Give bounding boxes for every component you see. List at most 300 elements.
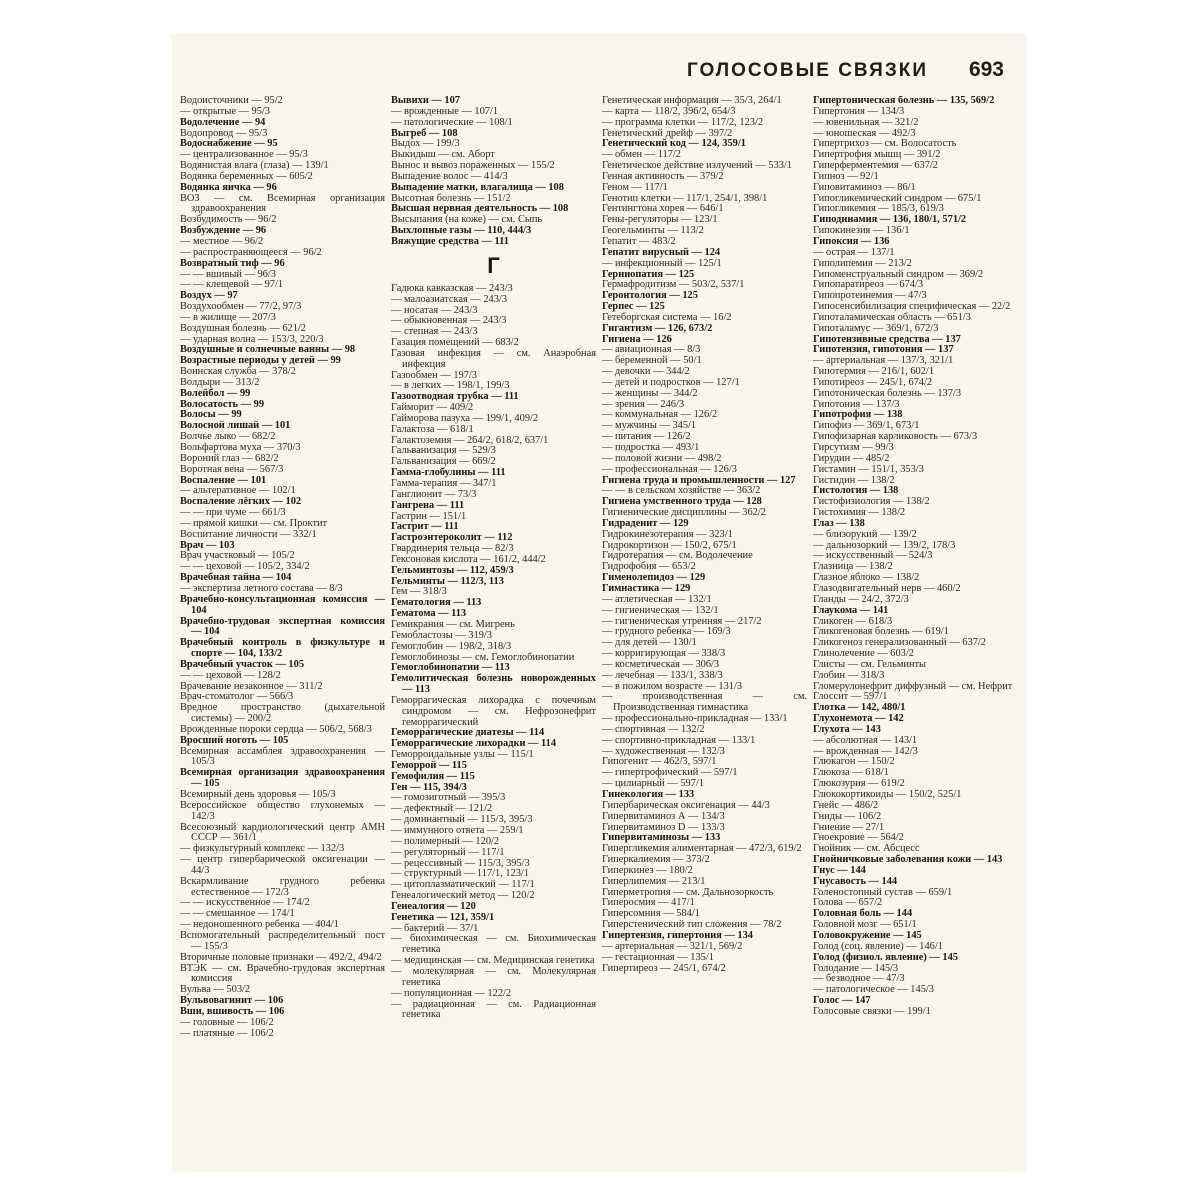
index-entry: Гипотрофия — 138 [813,409,903,421]
index-entry: Глюкоза — 618/1 [813,767,889,779]
index-entry: Гигиена труда и промышленности — 127 [602,474,796,486]
index-entry: Гиперкинез — 180/2 [602,864,693,876]
index-entry: — спортивная — 132/2 [602,723,705,735]
index-entry: — гигиеническая утренняя — 217/2 [602,615,762,627]
index-entry: Высшая нервная деятельность — 108 [391,203,569,215]
index-entry: Водянистая влага (глаза) — 139/1 [180,160,329,172]
index-entry: — экспертиза летного состава — 8/3 [180,582,343,594]
index-entry: — патологические — 108/1 [391,116,513,128]
index-entry: Гипотиреоз — 245/1, 674/2 [813,376,933,388]
index-entry: — гигиеническая — 132/1 [602,604,719,616]
index-entry: Всемирная ассамблея здравоохранения — 105/3 [180,745,385,768]
index-entry: Всесоюзный кардиологический центр АМН СССР — 361/1 [180,821,385,844]
index-entry: Гематома — 113 [391,608,467,620]
index-entry: Гидрокортизон — 150/2, 675/1 [602,539,737,551]
index-entry: — абсолютная — 143/1 [813,734,918,746]
index-entry: Гангрена — 111 [391,499,465,511]
index-entry: Врач — 103 [180,539,235,551]
index-entry: Водоисточники — 95/2 [180,96,283,106]
index-entry: — недоношенного ребенка — 404/1 [180,919,339,931]
index-entry: Галактоземия — 264/2, 618/2, 637/1 [391,434,549,446]
index-entry: Гипергликемия алиментарная — 472/3, 619/2 [602,843,802,855]
index-entry: Гноекровие — 564/2 [813,832,904,844]
index-entry: Гипотоническая болезнь — 137/3 [813,387,962,399]
index-entry: — искусственный — 524/3 [813,550,933,562]
index-entry: Выгреб — 108 [391,127,458,139]
index-entry: Врачебно-консультационная комиссия — 104 [180,593,385,616]
page-header [172,56,1026,92]
index-entry: — популяционная — 122/2 [391,987,512,999]
index-entry: — бактерий — 37/1 [391,922,479,934]
index-entry: Глинолечение — 603/2 [813,648,914,660]
index-entry: Гнойник — см. Абсцесс [813,843,920,855]
index-entry: — альтеративное — 102/1 [180,485,296,497]
index-entry: Выхлопные газы — 110, 444/3 [391,225,532,237]
index-entry: Генетический дрейф — 397/2 [602,127,733,139]
index-entry: Глазница — 138/2 [813,561,893,573]
index-entry: Глобин — 318/3 [813,669,885,681]
index-entry: — — цеховой — 128/2 [180,669,281,681]
index-entry: — врожденные — 107/1 [391,105,499,117]
index-entry: Выкидыш — см. Аборт [391,149,495,161]
index-entry: — гипертрофический — 597/1 [602,767,738,779]
index-entry: Гистамин — 151/1, 353/3 [813,463,924,475]
index-entry: — зрения — 246/3 [602,398,685,410]
index-entry: Врач-стоматолог — 566/3 [180,691,294,703]
index-entry: — подростка — 493/1 [602,442,700,453]
index-entry: Геморрагические лихорадки — 114 [391,738,557,750]
index-entry: Гамма-глобулины — 111 [391,467,506,479]
index-entry: Головная боль — 144 [813,908,913,920]
index-entry: Гайморова пазуха — 199/1, 409/2 [391,412,539,424]
index-entry: — цитоплазматический — 117/1 [391,879,535,891]
index-entry: Гамма-терапия — 347/1 [391,478,497,489]
index-entry: Возбудимость — 96/2 [180,214,277,226]
index-entry: — инфекционный — 125/1 [602,257,722,269]
index-entry: Гидротерапия — см. Водолечение [602,550,753,562]
index-entry: — в жилище — 207/3 [180,311,276,323]
index-entry: Врачевание незаконное — 311/2 [180,680,323,692]
index-entry: Голова — 657/2 [813,897,883,909]
index-entry: Глюкозурия — 619/2 [813,778,905,790]
index-entry: Гидрокинезотерапия — 323/1 [602,528,733,540]
index-entry: Гиполипемия — 213/2 [813,257,912,269]
index-entry: Генетика — 121, 359/1 [391,911,495,923]
index-entry: — художественная — 132/3 [602,745,725,757]
index-entry: Гломерулонефрит диффузный — см. Нефрит [813,680,1013,692]
index-entry: Гипервитаминоз А — 134/3 [602,810,725,822]
index-entry: Гемолитическая болезнь новорожденных — 113 [391,673,596,696]
index-entry: Гигиена — 126 [602,333,672,345]
index-column-4 [813,96,1018,1164]
index-entry: — детей и подростков — 127/1 [602,376,740,388]
index-entry: Гиперсомния — 584/1 [602,908,700,920]
index-entry: Гипотермия — 216/1, 602/1 [813,366,935,378]
index-entry: Гипофизарная карликовость — 673/3 [813,431,978,443]
index-entry: Гиперстенический тип сложения — 78/2 [602,919,782,931]
index-entry: — патологическое — 145/3 [813,984,934,996]
index-entry: Врачебная тайна — 104 [180,572,292,584]
index-entry: Газообмен — 197/3 [391,369,477,381]
index-entry: Глотка — 142, 480/1 [813,702,906,714]
index-entry: Воинская служба — 378/2 [180,366,296,378]
index-entry: — структурный — 117/1, 123/1 [391,868,530,880]
index-entry: Головокружение — 145 [813,929,922,941]
index-entry: — коммунальная — 126/2 [602,409,718,421]
index-entry: Ганглионит — 73/3 [391,488,477,500]
index-entry: Генетический код — 124, 359/1 [602,138,746,150]
index-entry: Гемоглобинопатии — 113 [391,662,510,674]
index-entry: Гипогликемия — 185/3, 619/3 [813,203,944,215]
index-entry: Гентингтона хорея — 646/1 [602,203,724,215]
index-entry: Вольфартова муха — 370/3 [180,442,301,453]
index-entry: Возвратный тиф — 96 [180,257,285,269]
index-entry: Герпес — 125 [602,301,665,313]
index-entry: — полимерный — 120/2 [391,835,500,847]
index-entry: Глисты — см. Гельминты [813,658,927,670]
index-entry: Волейбол — 99 [180,387,251,399]
index-entry: Гипотензия, гипотония — 137 [813,344,954,356]
index-entry: Гексоновая кислота — 161/2, 444/2 [391,553,546,565]
index-entry: Голод (соц. явление) — 146/1 [813,940,943,952]
index-entry: Гнойничковые заболевания кожи — 143 [813,854,1003,866]
index-entry: Гипертрофия мышц — 391/2 [813,149,941,161]
index-entry: Гипотензивные средства — 137 [813,333,961,345]
index-entry: Гипербарическая оксигенация — 44/3 [602,799,770,811]
index-entry: Гем — 318/3 [391,586,447,598]
index-entry: Гипоксия — 136 [813,235,890,247]
index-entry: — — вшивый — 96/3 [180,268,276,280]
index-entry: Гальванизация — 529/3 [391,445,496,457]
index-entry: — платяные — 106/2 [180,1027,274,1039]
index-entry: Гистофизиология — 138/2 [813,496,930,508]
index-entry: Выпадение матки, влагалища — 108 [391,181,564,193]
index-entry: Гидрофобия — 653/2 [602,561,696,573]
index-entry: Гемофилия — 115 [391,770,475,782]
index-entry: — центр гипербарической оксигенации — 44/3 [180,854,385,876]
index-entry: Гликогеноз генерализованный — 637/2 [813,637,986,649]
index-entry: Генотип клетки — 117/1, 254/1, 398/1 [602,192,768,204]
index-entry: Гастрит — 111 [391,521,459,533]
index-entry: Голод (физиол. явление) — 145 [813,951,958,963]
index-entry: Водянка беременных — 605/2 [180,170,313,182]
index-entry: — врожденная — 142/3 [813,745,918,757]
index-entry: Геогельминты — 113/2 [602,225,704,237]
index-entry: Гемикрания — см. Мигрень [391,618,515,630]
index-entry: — степная — 243/3 [391,326,478,338]
index-entry: — артериальная — 321/1, 569/2 [602,940,743,952]
index-entry: — девочки — 344/2 [602,366,690,378]
index-entry: Глюкагон — 150/2 [813,756,895,768]
index-entry: Водопровод — 95/3 [180,127,268,139]
index-entry: Геронтология — 125 [602,290,698,302]
index-entry: Генеалогический метод — 120/2 [391,890,535,902]
index-entry: Гнус — 144 [813,864,866,876]
index-entry: — физкультурный комплекс — 132/3 [180,843,345,855]
index-entry: Гигиенические дисциплины — 362/2 [602,507,766,519]
index-entry: Гемоглобинозы — см. Гемоглобинопатии [391,651,575,663]
index-entry: Глазное яблоко — 138/2 [813,572,920,584]
index-entry: — головные — 106/2 [180,1016,274,1028]
index-entry: Вяжущие средства — 111 [391,235,509,247]
index-entry: Генеалогия — 120 [391,900,476,912]
index-entry: — биохимическая — см. Биохимическая генетика [391,933,596,956]
index-entry: Гирсутизм — 99/3 [813,442,894,453]
index-entry: Гирудин — 485/2 [813,452,890,464]
index-entry: Гинекология — 133 [602,789,695,800]
index-entry: Гипервитаминоз D — 133/3 [602,821,725,833]
index-entry: Возбуждение — 96 [180,225,267,237]
index-entry: — мужчины — 345/1 [602,420,697,432]
index-entry: Воротная вена — 567/3 [180,463,284,475]
index-entry: Гипертензия, гипертония — 134 [602,929,753,941]
index-entry: — косметическая — 306/3 [602,658,720,670]
index-entry: Гипертиреоз — 245/1, 674/2 [602,962,726,974]
index-entry: Воздушная болезнь — 621/2 [180,322,307,334]
index-entry: Высыпания (на коже) — см. Сыпь [391,214,543,226]
index-entry: Гельминты — 112/3, 113 [391,575,504,587]
index-entry: Водянка яичка — 96 [180,181,277,193]
index-entry: — питания — 126/2 [602,431,691,443]
index-entry: — — клещевой — 97/1 [180,279,284,291]
index-entry: Гипоменструальный синдром — 369/2 [813,268,984,280]
index-entry: Генная активность — 379/2 [602,170,724,182]
index-entry: Гипогликемический синдром — 675/1 [813,192,982,204]
index-entry: Гликоген — 618/3 [813,615,893,627]
index-entry: Воспаление лёгких — 102 [180,496,302,508]
index-entry: Гастроэнтероколит — 112 [391,532,513,544]
index-entry: Ген — 115, 394/3 [391,781,467,793]
index-entry: Гипопаратиреоз — 674/3 [813,279,924,291]
index-entry: Вынос и вывоз пораженных — 155/2 [391,160,555,172]
index-entry: Гепатит вирусный — 124 [602,246,721,258]
index-entry: Гемобластозы — 319/3 [391,629,492,641]
index-entry: ВТЭК — см. Врачебно-трудовая экспертная комиссия [180,962,385,985]
index-entry: Гвардинерия тельца — 82/3 [391,543,514,555]
index-entry: Гиповитаминоз — 86/1 [813,181,916,193]
index-entry: Голосовые связки — 199/1 [813,1005,931,1017]
page-number: 693 [968,58,1004,81]
index-entry: Гимнастика — 129 [602,582,691,594]
index-entry: Герниопатия — 125 [602,268,695,280]
index-entry: Гипертоническая болезнь — 135, 569/2 [813,96,995,106]
index-entry: Гермафродитизм — 503/2, 537/1 [602,279,745,291]
index-entry: Вывихи — 107 [391,96,460,106]
index-entry: — острая — 137/1 [813,246,895,258]
index-entry: Гипноз — 92/1 [813,170,879,182]
index-entry: Гипоталамическая область — 651/3 [813,311,971,323]
index-entry: — юношеская — 492/3 [813,127,916,139]
index-entry: Гистидин — 138/2 [813,474,895,486]
index-entry: Воздух — 97 [180,290,238,302]
index-entry: Галактоза — 618/1 [391,423,474,435]
index-entry: Гистология — 138 [813,485,899,497]
index-entry: Гиперлипемия — 213/1 [602,875,706,887]
index-entry: — лечебная — 133/1, 338/3 [602,669,723,681]
index-entry: Врачебный контроль в физкультуре и спорте — 104, 133/2 [180,637,385,660]
index-entry: — программа клетки — 117/2, 123/2 [602,116,764,128]
index-entry: Всемирный день здоровья — 105/3 [180,789,336,800]
index-entry: Гепатит — 483/2 [602,235,676,247]
index-entry: Гиперметропия — см. Дальнозоркость [602,886,774,898]
index-entry: Генетическая информация — 35/3, 264/1 [602,96,782,106]
index-entry: Газация помещений — 683/2 [391,337,519,349]
index-entry: — производственная — см. Производственная гимнастика [602,691,807,714]
index-entry: — авиационная — 8/3 [602,344,701,356]
index-entry: Гнейс — 486/2 [813,799,879,811]
index-entry: Врачебный участок — 105 [180,658,305,670]
index-entry: Газовая инфекция — см. Анаэробная инфекция [391,347,596,370]
index-entry: Вульва — 503/2 [180,984,251,996]
index-entry: Гипервитаминозы — 133 [602,832,721,844]
index-column-2 [391,96,596,1164]
index-entry: — дефектный — 121/2 [391,803,493,815]
index-entry: Гистохимия — 138/2 [813,507,906,519]
index-entry: — прямой кишки — см. Проктит [180,517,328,529]
index-entry: Гальванизация — 669/2 [391,456,496,468]
index-entry: Гельминтозы — 112, 459/3 [391,564,514,576]
book-page [172,34,1026,1172]
index-columns [180,96,1018,1164]
index-entry: Волдыри — 313/2 [180,376,260,388]
index-entry: Головной мозг — 651/1 [813,919,917,931]
index-entry: Врачебно-трудовая экспертная комиссия — 104 [180,615,385,638]
index-entry: — карта — 118/2, 396/2, 654/3 [602,105,736,117]
index-entry: Гланды — 24/2, 372/3 [813,593,909,605]
index-entry: ВОЗ — см. Всемирная организация здравоохранения [180,192,385,215]
index-entry: Геморроидальные узлы — 115/1 [391,749,534,761]
index-entry: — женщины — 344/2 [602,387,698,399]
index-entry: Вторичные половые признаки — 492/2, 494/2 [180,951,382,963]
index-entry: — ударная волна — 153/3, 220/3 [180,333,324,345]
index-entry: Волосатость — 99 [180,398,265,410]
index-entry: — малоазиатская — 243/3 [391,293,508,305]
index-entry: Глоссит — 597/1 [813,691,888,703]
index-entry: — распространяющееся — 96/2 [180,246,322,258]
index-entry: Гниение — 27/1 [813,821,885,833]
index-entry: — рецессивный — 115/3, 395/3 [391,857,530,869]
index-entry: Геморрагическая лихорадка с почечным синдромом — см. Нефрозонефрит геморрагический [391,694,596,728]
index-entry: Гигантизм — 126, 673/2 [602,322,713,334]
index-entry: Глюкокортикоиды — 150/2, 525/1 [813,789,962,800]
index-entry: — гестационная — 135/1 [602,951,714,963]
index-entry: — половой жизни — 498/2 [602,452,722,464]
index-entry: — радиационная — см. Радиационная генетика [391,998,596,1021]
index-entry: — артериальная — 137/3, 321/1 [813,355,954,367]
index-entry: Вороний глаз — 682/2 [180,452,279,464]
index-entry: Вросший ноготь — 105 [180,734,289,746]
index-entry: Генетическое действие излучений — 533/1 [602,160,792,172]
index-entry: Гайморит — 409/2 [391,402,474,414]
index-entry: Глухонемота — 142 [813,713,904,725]
index-entry: Голос — 147 [813,995,871,1007]
index-entry: Вульвовагинит — 106 [180,995,284,1007]
index-entry: Гликогеновая болезнь — 619/1 [813,626,949,638]
index-entry: Волосной лишай — 101 [180,420,291,432]
index-entry: — обыкновенная — 243/3 [391,315,507,327]
index-entry: Гемоглобин — 198/2, 318/3 [391,640,512,652]
index-entry: Гименолепидоз — 129 [602,572,706,584]
index-entry: Глазодвигательный нерв — 460/2 [813,582,961,594]
index-entry: Геморрой — 115 [391,759,467,771]
index-entry: Гнусавость — 144 [813,875,898,887]
index-entry: Гипокинезия — 136/1 [813,225,910,237]
section-letter: Г [487,252,500,278]
index-entry: Гиперосмия — 417/1 [602,897,695,909]
index-entry: Воспитание личности — 332/1 [180,528,317,540]
index-entry: Гематология — 113 [391,597,482,609]
index-entry: Гипертрихоз — см. Волосатость [813,138,957,150]
index-entry: Вскармливание грудного ребенка естественное — 172/3 [180,875,385,898]
index-entry: Гадюка кавказская — 243/3 [391,282,513,294]
index-entry: Высотная болезнь — 151/2 [391,192,511,204]
index-entry: Голодание — 145/3 [813,962,899,974]
index-entry: Воздухообмен — 77/2, 97/3 [180,301,302,313]
index-entry: Глаукома — 141 [813,604,889,616]
running-head: ГОЛОСОВЫЕ СВЯЗКИ [686,60,928,81]
index-entry: Выдох — 199/3 [391,138,460,150]
index-entry: — — цеховой — 105/2, 334/2 [180,561,310,573]
index-entry: Гипотония — 137/3 [813,398,900,410]
index-entry: — носатая — 243/3 [391,304,478,316]
index-entry: — — при чуме — 661/3 [180,507,286,519]
index-entry: — грудного ребенка — 169/3 [602,626,731,638]
index-entry: Глухота — 143 [813,723,881,735]
index-entry: Возрастные периоды у детей — 99 [180,355,341,367]
index-entry: — — искусственное — 174/2 [180,897,310,909]
index-entry: Гастрин — 151/1 [391,510,467,522]
index-entry: — для детей — 130/1 [602,637,697,649]
index-entry: — обмен — 117/2 [602,149,681,161]
index-entry: Всероссийское общество глухонемых — 142/3 [180,799,385,822]
index-entry: Гигиена умственного труда — 128 [602,496,762,508]
index-entry: Гиперферментемия — 637/2 [813,160,938,172]
index-entry: — открытые — 95/3 [180,105,271,117]
index-entry: — атлетическая — 132/1 [602,593,712,605]
index-entry: — беременной — 50/1 [602,355,702,367]
index-entry: — местное — 96/2 [180,235,264,247]
index-entry: — ювенильная — 321/2 [813,116,919,128]
index-entry: Вредное пространство (дыхательной системы) — 200/2 [180,702,385,725]
index-column-3 [602,96,807,1164]
index-entry: Геморрагические диатезы — 114 [391,727,545,739]
index-entry: Воспаление — 101 [180,474,267,486]
index-entry: — профессионально-прикладная — 133/1 [602,713,788,725]
index-entry: Гниды — 106/2 [813,810,882,822]
index-entry: Волчье лыко — 682/2 [180,431,276,443]
index-entry: — в пожилом возрасте — 131/3 [602,680,743,692]
index-entry: — — в сельском хозяйстве — 363/2 [602,485,761,497]
index-entry: — безводное — 47/3 [813,973,905,985]
index-entry: Вши, вшивость — 106 [180,1005,285,1017]
index-entry: Гиподинамия — 136, 180/1, 571/2 [813,214,967,226]
index-entry: — в легких — 198/1, 199/3 [391,380,510,392]
index-entry: Водоснабжение — 95 [180,138,278,150]
index-entry: Гипоталамус — 369/1, 672/3 [813,322,939,334]
index-entry: Глаз — 138 [813,517,865,529]
index-entry: Выпадение волос — 414/3 [391,170,508,182]
index-entry: Врач участковый — 105/2 [180,550,295,562]
index-entry: — дальнозоркий — 139/2, 178/3 [813,539,956,551]
index-entry: — спортивно-прикладная — 133/1 [602,734,756,746]
index-entry: Гипопротеинемия — 47/3 [813,290,927,302]
index-entry: — близорукий — 139/2 [813,528,917,540]
index-entry: Геном — 117/1 [602,181,668,193]
index-entry: Гипофиз — 369/1, 673/1 [813,420,920,432]
index-entry: — — смешанное — 174/1 [180,908,295,920]
index-entry: Гидраденит — 129 [602,517,689,529]
index-entry: — централизованное — 95/3 [180,149,308,161]
